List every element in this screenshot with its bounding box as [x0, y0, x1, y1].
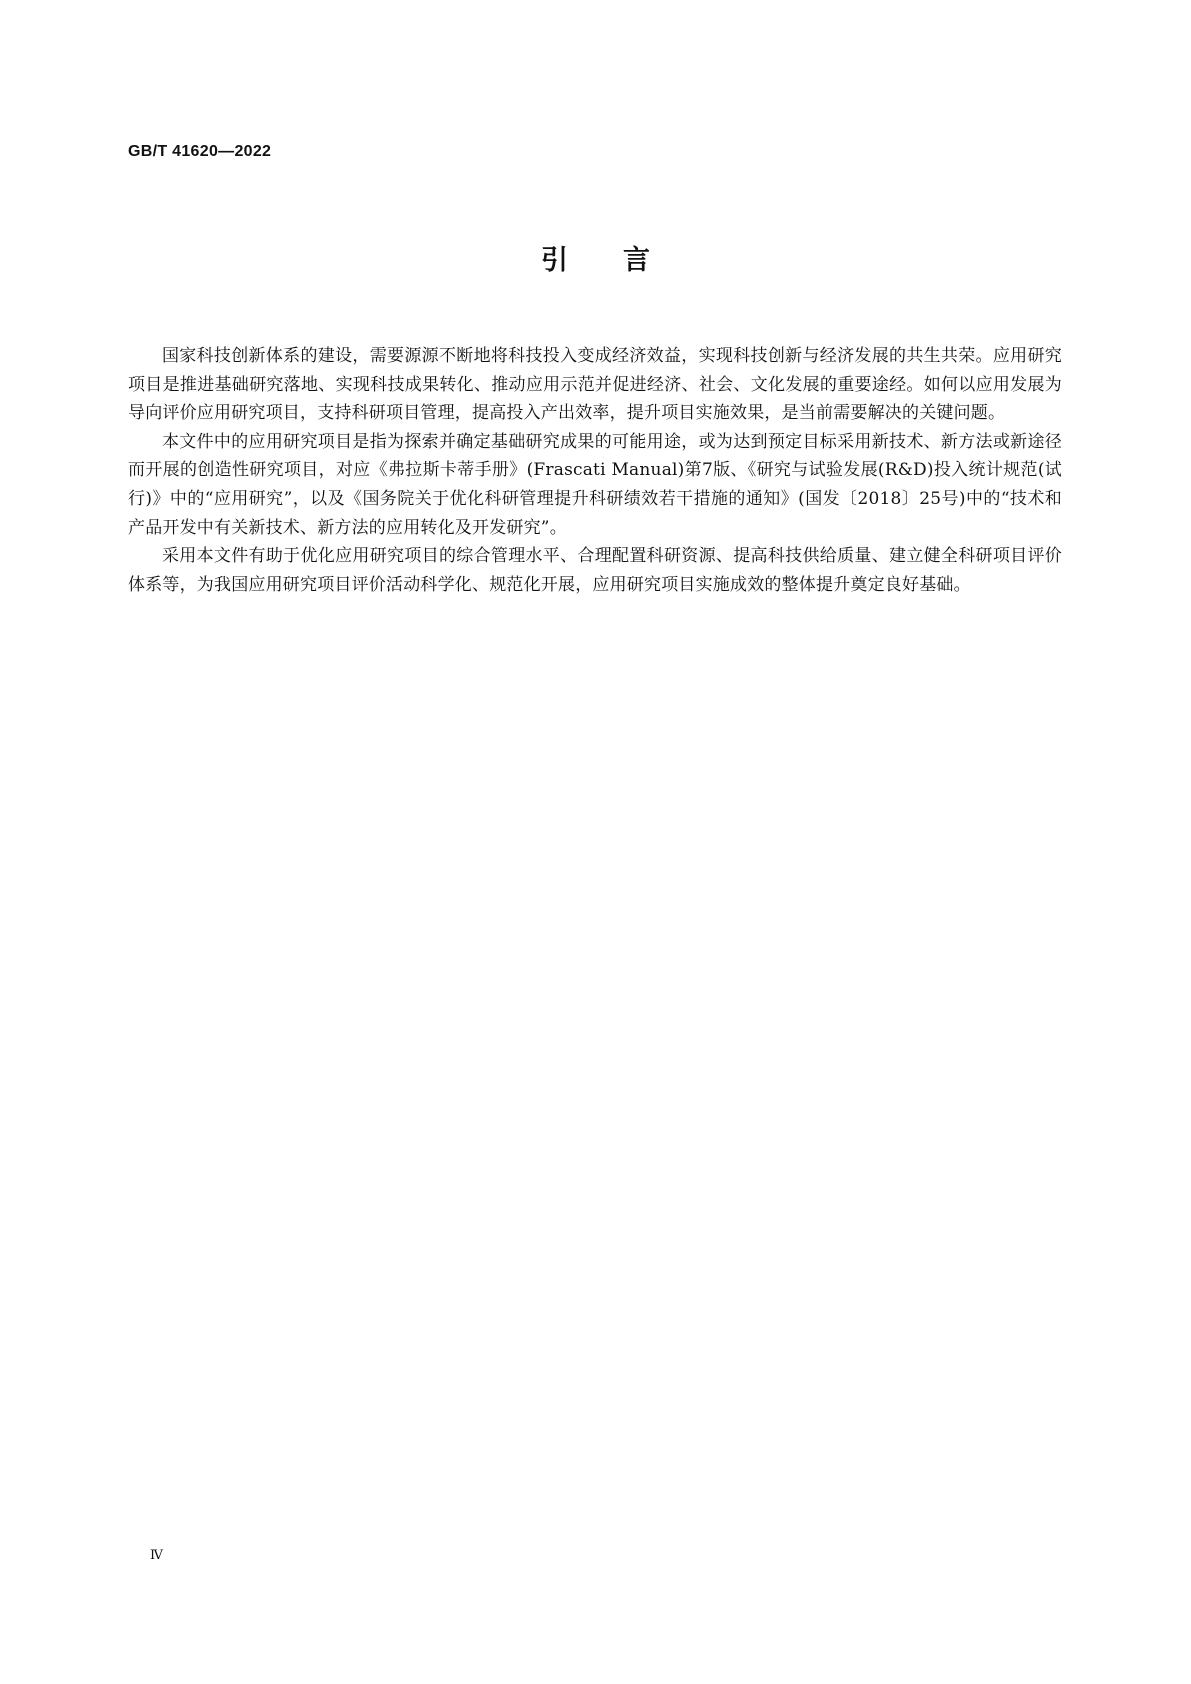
- introduction-body: [128, 342, 1062, 599]
- standard-code: GB/T 41620—2022: [128, 143, 272, 160]
- paragraph: 采用本文件有助于优化应用研究项目的综合管理水平、合理配置科研资源、提高科技供给质量、建立健全科研项目评价体系等，为我国应用研究项目评价活动科学化、规范化开展，应用研究项目实施成效的整体提升奠定良好基础。: [128, 546, 1062, 595]
- section-title: 引言: [541, 245, 705, 276]
- page-number: Ⅳ: [150, 1547, 163, 1562]
- paragraph: 国家科技创新体系的建设，需要源源不断地将科技投入变成经济效益，实现科技创新与经济发展的共生共荣。应用研究项目是推进基础研究落地、实现科技成果转化、推动应用示范并促进经济、社会、文化发展的重要途经。如何以应用发展为导向评价应用研究项目，支持科研项目管理，提高投入产出效率，提升项目实施效果，是当前需要解决的关键问题。: [128, 346, 1062, 424]
- paragraph: 本文件中的应用研究项目是指为探索并确定基础研究成果的可能用途，或为达到预定目标采用新技术、新方法或新途径而开展的创造性研究项目，对应《弗拉斯卡蒂手册》(Frascati Manual)第7版、《研究与试验发展(R&D)投入统计规范(试行)》中的“应用研究”，以及《国务院关于优化科研管理提升科研绩效若干措施的通知》(国发〔2018〕25号)中的“技术和产品开发中有关新技术、新方法的应用转化及开发研究”。: [128, 431, 1062, 538]
